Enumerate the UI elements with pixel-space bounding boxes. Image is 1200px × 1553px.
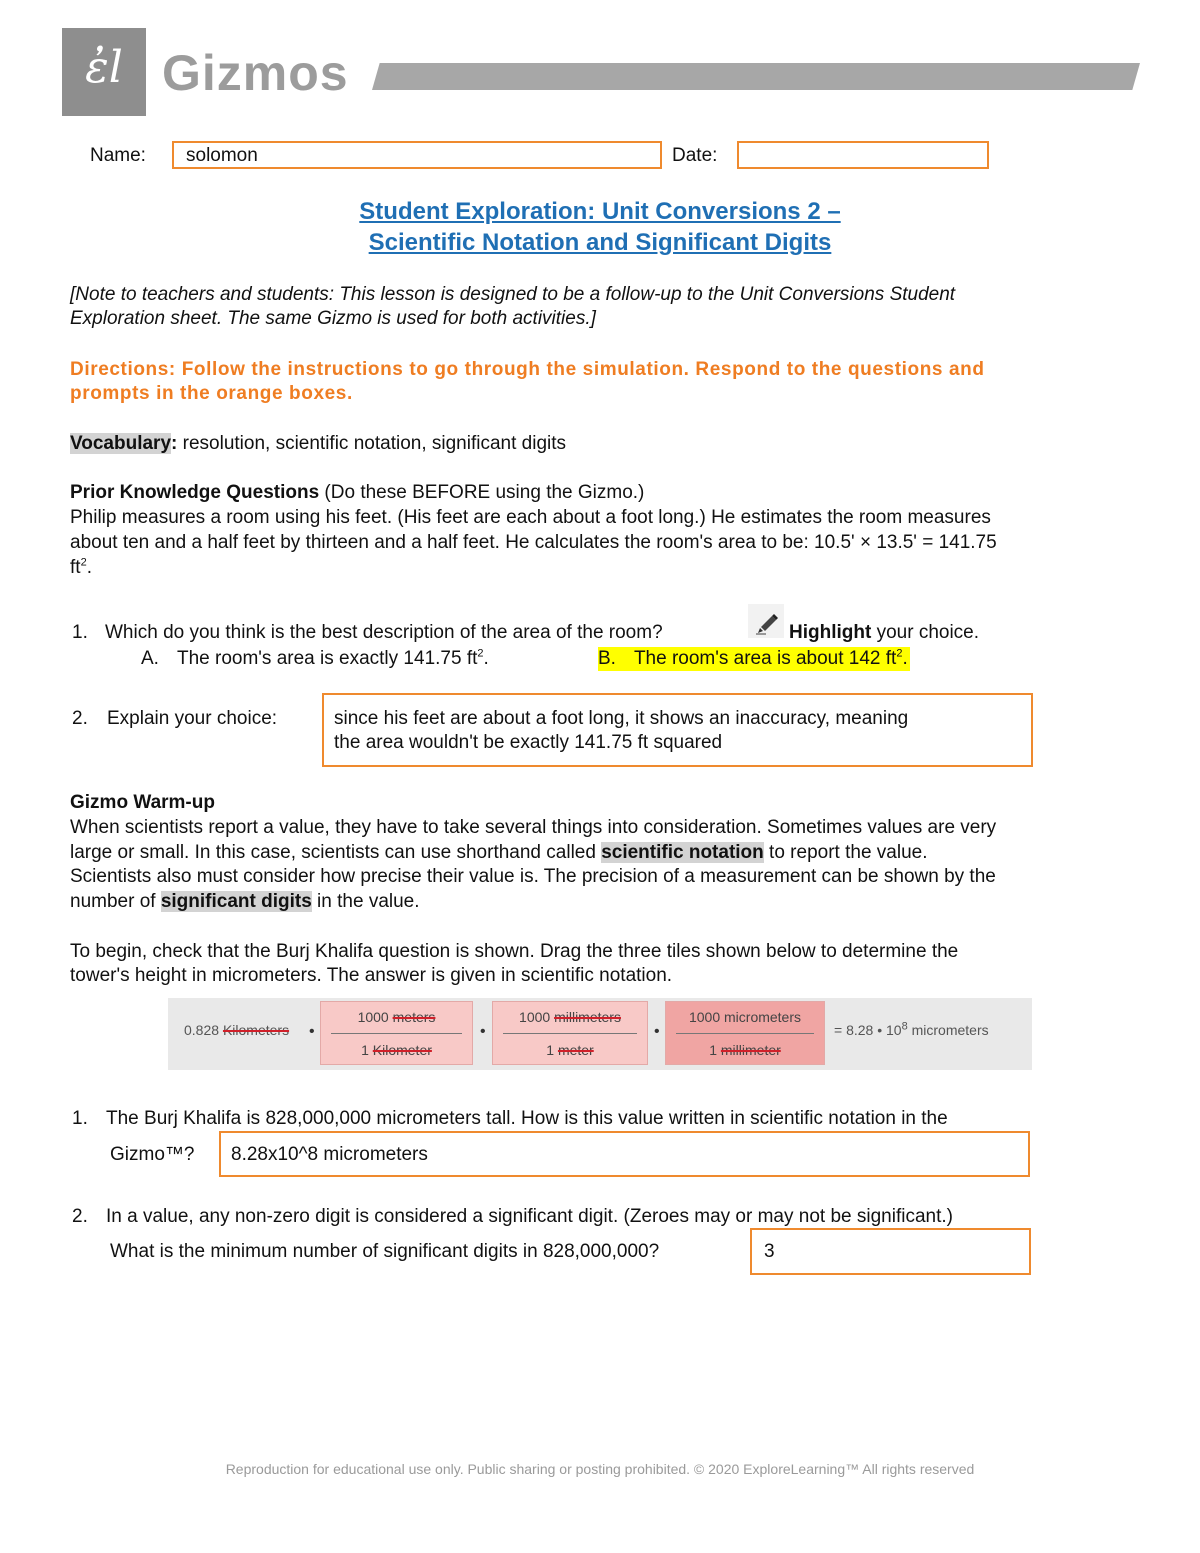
- warmup-line-4-b: in the value.: [311, 891, 420, 912]
- prior-paragraph-line-2: about ten and a half feet by thirteen and a half feet. He calculates the room's area to be: 10.5' × 13.5' = 141.75: [70, 532, 997, 553]
- start-value: [184, 1022, 289, 1038]
- directions-line-1: Directions: Follow the instructions to go through the simulation. Respond to the questions and: [70, 359, 985, 380]
- name-label: Name:: [90, 145, 146, 166]
- warmup-q1-number: 1.: [72, 1108, 88, 1129]
- warmup-line-2-a: large or small. In this case, scientists can use shorthand called: [70, 842, 602, 863]
- area-unit: ft: [70, 557, 81, 578]
- warmup-line-3: Scientists also must consider how precise their value is. The precision of a measurement can be shown by the: [70, 866, 996, 887]
- prior-paragraph-line-3: [70, 556, 92, 580]
- multiply-dot-3: •: [654, 1023, 660, 1040]
- prior-q2-number: 2.: [72, 708, 88, 729]
- vocabulary-colon: :: [171, 433, 178, 454]
- option-b[interactable]: [598, 647, 910, 671]
- option-b-letter: B.: [598, 648, 616, 669]
- vocabulary-label: Vocabulary: [70, 433, 172, 454]
- warmup-line-5: To begin, check that the Burj Khalifa question is shown. Drag the three tiles shown below to determine the: [70, 941, 959, 962]
- fraction-bar: [503, 1033, 637, 1034]
- warmup-line-6: tower's height in micrometers. The answer is given in scientific notation.: [70, 965, 673, 986]
- warmup-q2-number: 2.: [72, 1206, 88, 1227]
- term-significant-digits: significant digits: [160, 891, 312, 912]
- explain-answer-line-1: since his feet are about a foot long, it shows an inaccuracy, meaning: [334, 708, 909, 729]
- tile-3-den-unit: millimeter: [720, 1042, 781, 1058]
- scientific-notation-answer: 8.28x10^8 micrometers: [231, 1144, 428, 1165]
- tile-3-den-value: 1: [709, 1042, 721, 1058]
- explain-answer-line-2: the area wouldn't be exactly 141.75 ft squared: [334, 732, 723, 753]
- logo: [62, 28, 146, 116]
- fraction-bar: [331, 1033, 462, 1034]
- area-end: .: [86, 557, 92, 578]
- prior-q1-end: your choice.: [871, 622, 980, 643]
- option-b-text: The room's area is about 142 ft: [633, 648, 897, 669]
- warmup-line-2: [70, 841, 928, 865]
- option-a-letter: A.: [141, 648, 159, 669]
- tile-1-den-value: 1: [361, 1042, 373, 1058]
- page-title: Student Exploration: Unit Conversions 2 –: [359, 198, 841, 225]
- significant-digits-answer-box[interactable]: [750, 1228, 1031, 1275]
- tile-3-numerator: 1000 micrometers: [688, 1009, 802, 1025]
- warmup-line-4-a: number of: [70, 891, 161, 912]
- header-bar: [372, 63, 1140, 90]
- option-a-text: The room's area is exactly 141.75 ft: [177, 648, 478, 669]
- footer-copyright: Reproduction for educational use only. Public sharing or posting prohibited. © 2020 ExploreLearning™ All rights reserved: [225, 1461, 975, 1477]
- conversion-result: [834, 1022, 989, 1038]
- tile-micrometers-per-millimeter[interactable]: [665, 1001, 825, 1065]
- tile-2-num-unit: millimeters: [554, 1009, 621, 1025]
- prior-heading: [70, 481, 644, 505]
- warmup-line-1: When scientists report a value, they have to take several things into consideration. Sometimes values are very: [70, 817, 997, 838]
- multiply-dot-1: •: [309, 1023, 315, 1040]
- page-subtitle: Scientific Notation and Significant Digits: [368, 229, 832, 256]
- multiply-dot-2: •: [480, 1023, 486, 1040]
- option-a-end: .: [483, 648, 489, 669]
- prior-heading-note: (Do these BEFORE using the Gizmo.): [319, 482, 645, 503]
- option-a-exponent: 2: [477, 647, 484, 660]
- tile-1-denominator: [321, 1042, 472, 1058]
- date-label: Date:: [672, 145, 718, 166]
- note-line-2: Exploration sheet. The same Gizmo is used for both activities.]: [70, 308, 596, 329]
- highlight-word: Highlight: [789, 622, 872, 643]
- start-unit: Kilometers: [222, 1022, 290, 1038]
- significant-digits-answer: 3: [764, 1241, 775, 1262]
- result-exponent: 8: [901, 1020, 908, 1033]
- option-b-end: .: [902, 648, 908, 669]
- tile-2-num-value: 1000: [519, 1009, 555, 1025]
- conversion-strip: [168, 998, 1032, 1070]
- start-number: 0.828: [184, 1022, 223, 1038]
- result-a: = 8.28 • 10: [834, 1022, 902, 1038]
- warmup-line-4: [70, 890, 420, 914]
- brand-name: Gizmos: [162, 45, 349, 101]
- tile-2-numerator: [493, 1009, 647, 1025]
- tile-1-num-value: 1000: [357, 1009, 393, 1025]
- warmup-q2-line-2: What is the minimum number of significant digits in 828,000,000?: [110, 1241, 660, 1262]
- tile-1-den-unit: Kilometer: [372, 1042, 432, 1058]
- directions-line-2: prompts in the orange boxes.: [70, 383, 353, 404]
- prior-q1-number: 1.: [72, 622, 88, 643]
- scientific-notation-answer-box[interactable]: [219, 1131, 1030, 1177]
- option-b-exponent: 2: [896, 647, 903, 660]
- name-field[interactable]: [172, 141, 662, 169]
- tile-1-numerator: [321, 1009, 472, 1025]
- tile-2-denominator: [493, 1042, 647, 1058]
- tile-2-den-value: 1: [546, 1042, 558, 1058]
- tile-3-denominator: [666, 1042, 824, 1058]
- result-b: micrometers: [907, 1022, 989, 1038]
- prior-q2-text: Explain your choice:: [107, 708, 278, 729]
- warmup-q1-line-2: Gizmo™?: [110, 1144, 195, 1165]
- tile-meters-per-kilometer[interactable]: [320, 1001, 473, 1065]
- vocabulary: [70, 432, 566, 456]
- term-scientific-notation: scientific notation: [601, 842, 764, 863]
- warmup-heading: Gizmo Warm-up: [70, 792, 215, 813]
- tile-2-den-unit: meter: [557, 1042, 594, 1058]
- pencil-icon[interactable]: [748, 604, 784, 638]
- note-line-1: [Note to teachers and students: This lesson is designed to be a follow-up to the Unit Conversions Student: [70, 284, 956, 305]
- warmup-line-2-b: to report the value.: [763, 842, 928, 863]
- fraction-bar: [676, 1033, 814, 1034]
- prior-q1-instruction: [789, 621, 979, 645]
- vocabulary-terms: resolution, scientific notation, significant digits: [177, 433, 567, 454]
- prior-paragraph-line-1: Philip measures a room using his feet. (His feet are each about a foot long.) He estimates the room measures: [70, 507, 991, 528]
- logo-glyph: ἐl: [85, 42, 123, 93]
- warmup-q1-line-1: The Burj Khalifa is 828,000,000 micrometers tall. How is this value written in scientific notation in the: [106, 1108, 948, 1129]
- explain-answer-box[interactable]: [322, 693, 1033, 767]
- area-unit-exponent: 2: [80, 556, 87, 569]
- option-a[interactable]: [177, 647, 489, 671]
- prior-heading-title: Prior Knowledge Questions: [70, 482, 320, 503]
- date-field[interactable]: [737, 141, 989, 169]
- name-value: solomon: [186, 145, 258, 166]
- tile-1-num-unit: meters: [392, 1009, 436, 1025]
- warmup-q2-line-1: In a value, any non-zero digit is considered a significant digit. (Zeroes may or may not be significant.): [106, 1206, 953, 1227]
- tile-millimeters-per-meter[interactable]: [492, 1001, 648, 1065]
- prior-q1-text: Which do you think is the best description of the area of the room?: [105, 622, 663, 643]
